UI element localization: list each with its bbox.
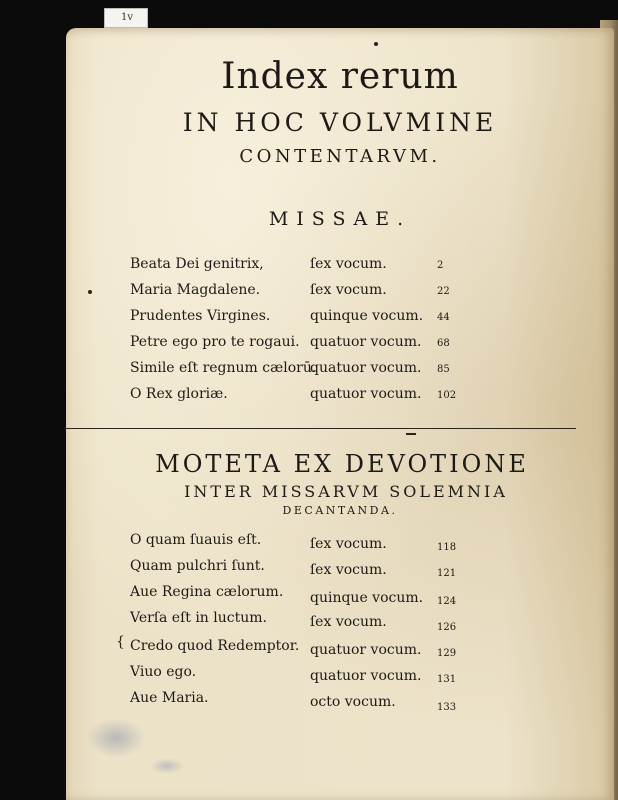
moteta-entry-page: 126 [437, 622, 457, 633]
section-divider [66, 428, 576, 429]
moteta-entry-title: O quam ſuauis eſt. [130, 532, 262, 548]
moteta-entry-voices: octo vocum. [310, 694, 396, 710]
index-subtitle: IN HOC VOLVMINE [182, 108, 498, 137]
missae-entry-page: 85 [437, 364, 450, 375]
moteta-entry-voices: ſex vocum. [310, 562, 387, 578]
missae-entry-title: O Rex gloriæ. [130, 386, 228, 402]
moteta-entry-title: Verſa eſt in luctum. [130, 610, 267, 626]
missae-entry-page: 68 [437, 338, 450, 349]
missae-entry-page: 102 [437, 390, 457, 401]
moteta-entry-page: 131 [437, 674, 457, 685]
moteta-entry-voices: quinque vocum. [310, 590, 424, 606]
missae-entry-page: 2 [437, 260, 444, 271]
moteta-entry-title: Credo quod Redemptor. [130, 638, 300, 654]
index-title: Index rerum [221, 56, 459, 97]
missae-entry-voices: quatuor vocum. [310, 386, 422, 402]
moteta-subheading-2: DECANTANDA. [282, 504, 398, 517]
margin-bracket: { [116, 634, 125, 650]
moteta-entry-title: Viuo ego. [130, 664, 197, 680]
water-stain [150, 758, 184, 774]
missae-entry-voices: ſex vocum. [310, 256, 387, 272]
missae-entry-voices: quatuor vocum. [310, 360, 422, 376]
ink-dot [88, 290, 92, 294]
missae-heading: MISSAE. [268, 208, 412, 230]
moteta-entry-voices: quatuor vocum. [310, 642, 422, 658]
missae-entry-voices: quatuor vocum. [310, 334, 422, 350]
index-subtitle-2: CONTENTARVM. [239, 146, 441, 167]
missae-entry-voices: quinque vocum. [310, 308, 424, 324]
moteta-entry-page: 121 [437, 568, 457, 579]
moteta-entry-title: Aue Maria. [130, 690, 209, 706]
moteta-heading: MOTETA EX DEVOTIONE [155, 450, 529, 478]
book-page [66, 28, 614, 800]
folio-label: 1v [104, 8, 148, 28]
moteta-entry-title: Aue Regina cælorum. [130, 584, 284, 600]
moteta-entry-voices: ſex vocum. [310, 536, 387, 552]
moteta-entry-page: 118 [437, 542, 457, 553]
moteta-entry-page: 129 [437, 648, 457, 659]
missae-entry-title: Beata Dei genitrix, [130, 256, 264, 272]
missae-entry-title: Simile eſt regnum cælorū. [130, 360, 317, 376]
missae-entry-title: Prudentes Virgines. [130, 308, 271, 324]
water-stain [86, 718, 146, 758]
ink-dot [374, 42, 378, 46]
moteta-entry-page: 133 [437, 702, 457, 713]
missae-entry-voices: ſex vocum. [310, 282, 387, 298]
missae-entry-page: 44 [437, 312, 450, 323]
moteta-entry-title: Quam pulchri ſunt. [130, 558, 265, 574]
missae-entry-title: Petre ego pro te rogaui. [130, 334, 300, 350]
divider-tick [406, 433, 416, 435]
missae-entry-title: Maria Magdalene. [130, 282, 261, 298]
moteta-subheading: INTER MISSARVM SOLEMNIA [184, 482, 508, 501]
moteta-entry-voices: ſex vocum. [310, 614, 387, 630]
moteta-entry-page: 124 [437, 596, 457, 607]
missae-entry-page: 22 [437, 286, 450, 297]
moteta-entry-voices: quatuor vocum. [310, 668, 422, 684]
